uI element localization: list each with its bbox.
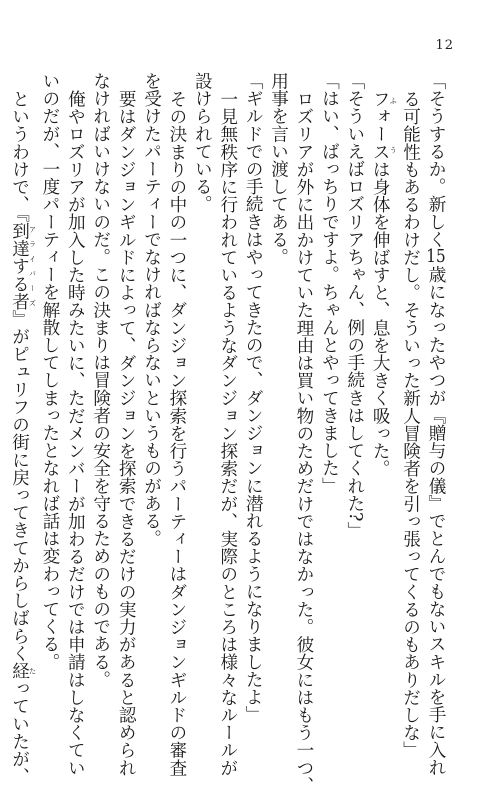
text-line-15: 俺やロズリアが加入した時みたいに、ただメンバーが加わるだけでは申請はしなくてい [65,89,86,776]
body-text [6,72,448,794]
text-line-10: 設けられている。 [192,72,213,213]
text-line-13: 要はダンジョンギルドによって、ダンジョンを探索できるだけの実力があると認められ [116,89,137,776]
text-line-6: ロズリアが外に出かけていた理由は買い物のためだけではなかった。彼女にはもう一つ、 [293,89,314,794]
text-line-14: なければいけないのだ。この決まりは冒険者の安全を守るためのものである。 [90,72,111,688]
text-line-5: 「はい、ばっちりですよ。ちゃんとやってきました」 [319,72,340,495]
text-line-4: 「そういえばロズリアちゃん、例の手続きはしてくれた?」 [344,72,365,540]
text-line-7: 用事を言い渡してある。 [268,72,289,266]
text-line-16: いのだが、一度パーティーを解散してしまったとなれば話は変わってくる。 [39,72,60,671]
text-line-17: というわけで、『到達する者 アライバーズ』がピュリフの街に戻ってきてからしばらく経 たっていたが、 [9,89,37,785]
text-line-8: 「ギルドでの手続きはやってきたので、ダンジョンに潜れるようになりましたよ」 [243,72,264,724]
text-line-12: を受けたパーティーでなければならないというものがある。 [141,72,162,548]
page-number: 12 [435,38,454,53]
text-line-3: フォース ふうは身体を伸ばすと、息を大きく吸った。 [370,89,398,477]
text-line-9: 一見無秩序に行われているようなダンジョン探索だが、実際のところは様々なルールが [217,89,238,776]
text-line-1: 「そうするか。新しく15歳になったやつが『贈与の儀』でとんでもないスキルを手に入れ [426,72,446,776]
text-line-11: その決まりの中の一つに、ダンジョン探索を行うパーティーはダンジョンギルドの審査 [166,89,187,776]
text-line-2: る可能性もあるわけだし。そういった新人冒険者を引っ張ってくるのもありだしな」 [400,89,421,759]
